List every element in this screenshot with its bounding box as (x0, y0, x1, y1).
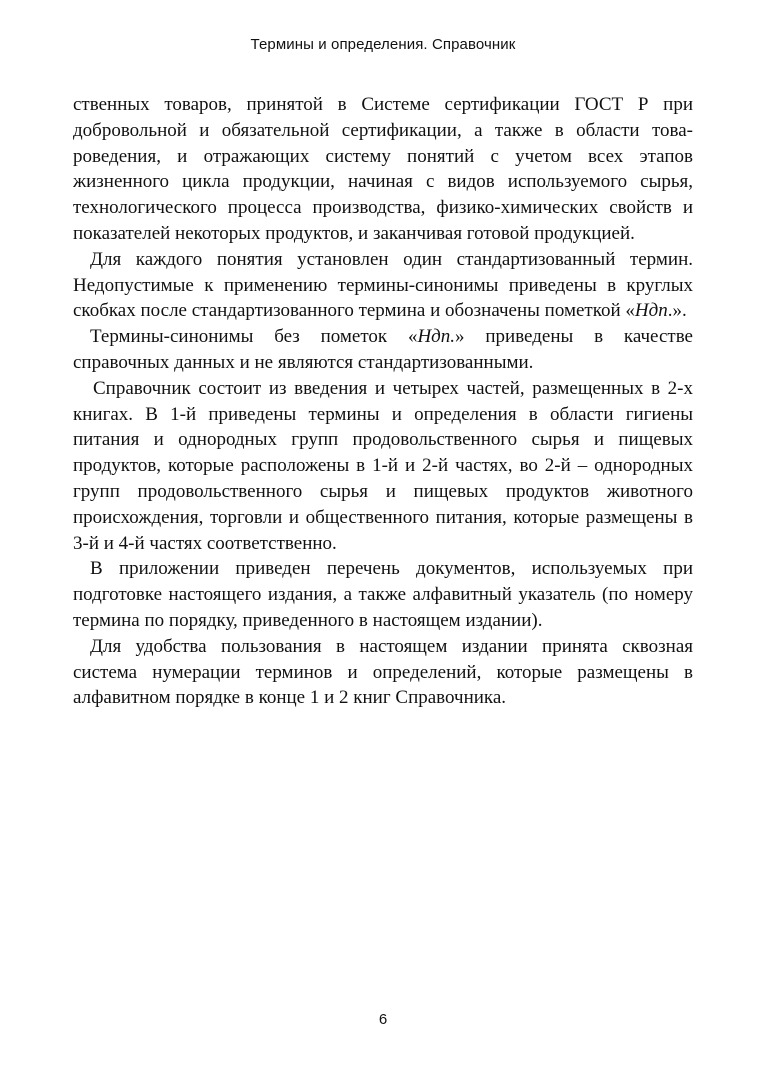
running-header: Термины и определения. Справочник (250, 36, 516, 53)
paragraph-standard-terms (73, 247, 693, 324)
ndp-mark: Ндп. (417, 326, 456, 348)
paragraph-text: В приложении приведен перечень документов, используемых при подготовке настоящего издания, а также алфавитный указатель (по номеру термина по порядку, приведенного в настоящем издании). (73, 558, 693, 631)
paragraph-text: » приведены в качестве справочных данных и не являются стандартизованными. (73, 326, 693, 373)
paragraph-structure (73, 376, 693, 557)
paragraph-text: .». (667, 300, 687, 322)
paragraph-text: Для удобства пользования в настоящем издании принята сквозная система нумерации терминов и определений, которые размещены в алфавитном порядке в конце 1 и 2 книг Справочника. (73, 635, 693, 709)
paragraph-continuation (73, 92, 693, 247)
paragraph-text: ственных товаров, принятой в Системе сертификации ГОСТ Р при добровольной и обязательной сертификации, а также в области товароведения, и отражающих систему понятий с учетом всех этапов жизненного цикла продукции, начиная с видов используемого сырья, технологического процесса производства, физико-химических свойств и показателей некоторых продуктов, и заканчивая готовой продукцией. (73, 94, 693, 244)
ndp-mark: Ндп (634, 300, 668, 322)
paragraph-synonyms (73, 324, 693, 376)
body-text (73, 92, 693, 711)
paragraph-appendix (73, 556, 693, 633)
paragraph-text: Справочник состоит из введения и четырех частей, размещенных в 2-х книгах. В 1-й приведены термины и определения в области гигиены питания и однородных групп продовольственного сырья и пищевых продуктов, которые расположены в 1-й и 2-й частях, во 2-й – однородных групп продовольственного сырья и пищевых продуктов животного происхождения, торговли и общественного питания, которые размещены в 3-й и 4-й частях соответственно. (73, 377, 693, 554)
paragraph-text: Для каждого понятия установлен один стандартизованный термин. Недопустимые к применению термины-синонимы приведены в круглых скобках после стандартизованного термина и обозначены пометкой « (73, 248, 693, 322)
paragraph-text: Термины-синонимы без пометок « (90, 326, 418, 348)
paragraph-numbering (73, 634, 693, 711)
page-number: 6 (378, 1011, 388, 1028)
